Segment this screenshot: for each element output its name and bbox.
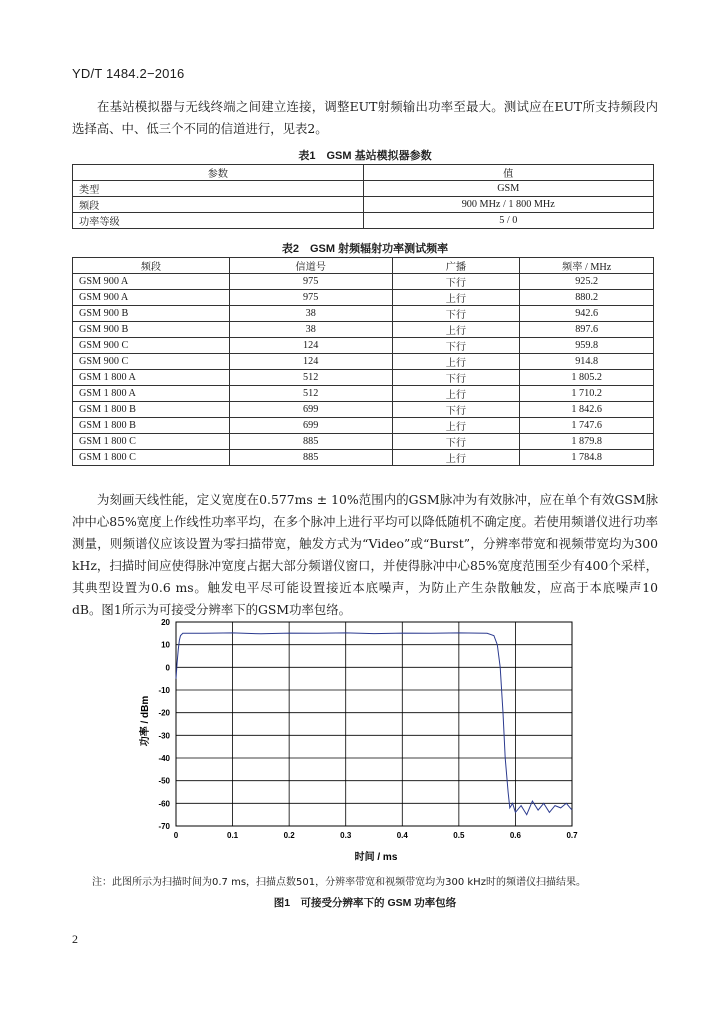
table-cell: 880.2 <box>520 290 654 306</box>
table-cell: 下行 <box>392 434 520 450</box>
table-row <box>73 418 654 434</box>
chart-grid <box>176 622 572 826</box>
table-cell: 下行 <box>392 402 520 418</box>
table-cell: 925.2 <box>520 274 654 290</box>
x-tick-label: 0.4 <box>396 831 408 840</box>
table-row <box>73 322 654 338</box>
y-axis-label: 功率 / dBm <box>140 695 151 747</box>
table-cell: 1 784.8 <box>520 450 654 466</box>
table-cell: 上行 <box>392 450 520 466</box>
table-cell: GSM <box>363 181 654 197</box>
table-cell: 975 <box>229 274 392 290</box>
table-cell: GSM 900 A <box>73 290 230 306</box>
table-cell: 功率等级 <box>73 213 364 229</box>
table-cell: GSM 900 B <box>73 322 230 338</box>
table-row <box>73 402 654 418</box>
plot-frame <box>176 622 572 826</box>
x-tick-label: 0.1 <box>227 831 239 840</box>
table-row <box>73 306 654 322</box>
table-row <box>73 434 654 450</box>
table-cell: 38 <box>229 306 392 322</box>
table-cell: 1 747.6 <box>520 418 654 434</box>
table-cell: 124 <box>229 354 392 370</box>
y-tick-label: -70 <box>158 822 170 831</box>
table-row <box>73 181 654 197</box>
table1 <box>72 164 654 229</box>
table-cell: 上行 <box>392 418 520 434</box>
y-tick-label: -60 <box>158 799 170 809</box>
table-cell: 975 <box>229 290 392 306</box>
table-cell: 38 <box>229 322 392 338</box>
table-row <box>73 386 654 402</box>
x-tick-label: 0.6 <box>509 831 521 840</box>
table-cell: GSM 900 A <box>73 274 230 290</box>
table-cell: 下行 <box>392 306 520 322</box>
y-tick-label: 0 <box>165 663 170 673</box>
table-cell: GSM 1 800 C <box>73 450 230 466</box>
table-row <box>73 274 654 290</box>
table-cell: 1 710.2 <box>520 386 654 402</box>
table-cell: 上行 <box>392 354 520 370</box>
table-cell: 1 805.2 <box>520 370 654 386</box>
table2-header-band: 频段 <box>73 258 230 274</box>
page-number: 2 <box>72 932 78 946</box>
x-tick-label: 0.3 <box>340 831 352 840</box>
y-tick-label: -10 <box>158 686 170 695</box>
table-cell: GSM 900 B <box>73 306 230 322</box>
table-cell: 699 <box>229 418 392 434</box>
table2-header-frequency: 频率 / MHz <box>520 258 654 274</box>
table-cell: GSM 900 C <box>73 354 230 370</box>
table-cell: 897.6 <box>520 322 654 338</box>
x-tick-label: 0 <box>173 831 179 840</box>
y-tick-label: -40 <box>158 754 170 763</box>
table-cell: 900 MHz / 1 800 MHz <box>363 197 654 213</box>
table-cell: 5 / 0 <box>363 213 654 229</box>
table-cell: 699 <box>229 402 392 418</box>
table-row <box>73 197 654 213</box>
table-cell: 914.8 <box>520 354 654 370</box>
table2-header-channel: 信道号 <box>229 258 392 274</box>
table-cell: 885 <box>229 434 392 450</box>
table-cell: GSM 1 800 A <box>73 370 230 386</box>
table-cell: 上行 <box>392 322 520 338</box>
table1-header-value: 值 <box>363 165 654 181</box>
method-paragraph: 为刻画天线性能，定义宽度在0.577ms ± 10%范围内的GSM脉冲为有效脉冲，应在单个有效GSM脉冲中心85%宽度上作线性功率平均，在多个脉冲上进行平均可以降低随机不确定度。若使用频谱仪进行功率测量，则频谱仪应该设置为零扫描带宽，触发方式为“Video”或“Burst”，分辨率带宽和视频带宽均为300 kHz，扫描时间应使得脉冲宽度占据大部分频谱仪窗口，并使得脉冲中心85%宽度范围至少有400个采样，其典型设置为0.6 ms。触发电平尽可能设置接近本底噪声，为防止产生杂散触发，应高于本底噪声10 dB。图1所示为可接受分辨率下的GSM功率包络。 <box>72 492 658 617</box>
table-cell: 下行 <box>392 370 520 386</box>
y-tick-label: 20 <box>161 618 170 627</box>
x-axis-label: 时间 / ms <box>354 852 398 863</box>
table-cell: 512 <box>229 370 392 386</box>
table-cell: GSM 1 800 B <box>73 418 230 434</box>
table-cell: 下行 <box>392 338 520 354</box>
table-row <box>73 450 654 466</box>
y-tick-label: 10 <box>161 640 170 650</box>
table-cell: 885 <box>229 450 392 466</box>
table-cell: 124 <box>229 338 392 354</box>
table2-body <box>73 274 654 466</box>
x-tick-label: 0.5 <box>453 831 465 840</box>
table-cell: GSM 900 C <box>73 338 230 354</box>
y-tick-labels <box>158 618 170 831</box>
table-cell: 1 879.8 <box>520 434 654 450</box>
table2-caption: 表2 GSM 射频辐射功率测试频率 <box>281 243 449 255</box>
power-envelope-line <box>176 633 572 815</box>
table-cell: 942.6 <box>520 306 654 322</box>
document-code: YD/T 1484.2−2016 <box>72 66 185 81</box>
table1-caption: 表1 GSM 基站模拟器参数 <box>298 150 432 162</box>
power-envelope-figure <box>128 616 588 870</box>
table-row <box>73 290 654 306</box>
table-cell: 上行 <box>392 290 520 306</box>
y-tick-label: -20 <box>158 708 170 718</box>
figure-note: 注：此图所示为扫描时间为0.7 ms，扫描点数501，分辨率带宽和视频带宽均为300 kHz时的频谱仪扫描结果。 <box>92 877 586 888</box>
table2 <box>72 257 654 466</box>
table2-header-direction: 广播 <box>392 258 520 274</box>
y-tick-label: -50 <box>158 776 170 786</box>
y-tick-label: -30 <box>158 731 170 741</box>
table-cell: 512 <box>229 386 392 402</box>
table-row <box>73 370 654 386</box>
power-envelope-chart <box>128 616 588 866</box>
table-row <box>73 213 654 229</box>
x-tick-label: 0.2 <box>283 831 295 840</box>
table-cell: 下行 <box>392 274 520 290</box>
table-cell: GSM 1 800 C <box>73 434 230 450</box>
figure-caption: 图1 可接受分辨率下的 GSM 功率包络 <box>273 897 457 909</box>
table-cell: 类型 <box>73 181 364 197</box>
intro-paragraph: 在基站模拟器与无线终端之间建立连接，调整EUT射频输出功率至最大。测试应在EUT所支持频段内选择高、中、低三个不同的信道进行，见表2。 <box>72 99 658 136</box>
x-tick-label: 0.7 <box>566 831 578 840</box>
table1-header-param: 参数 <box>73 165 364 181</box>
table-cell: GSM 1 800 A <box>73 386 230 402</box>
table-cell: GSM 1 800 B <box>73 402 230 418</box>
table-cell: 959.8 <box>520 338 654 354</box>
x-tick-labels <box>174 831 578 840</box>
table-cell: 频段 <box>73 197 364 213</box>
table-cell: 上行 <box>392 386 520 402</box>
table-row <box>73 338 654 354</box>
table-row <box>73 354 654 370</box>
table-cell: 1 842.6 <box>520 402 654 418</box>
